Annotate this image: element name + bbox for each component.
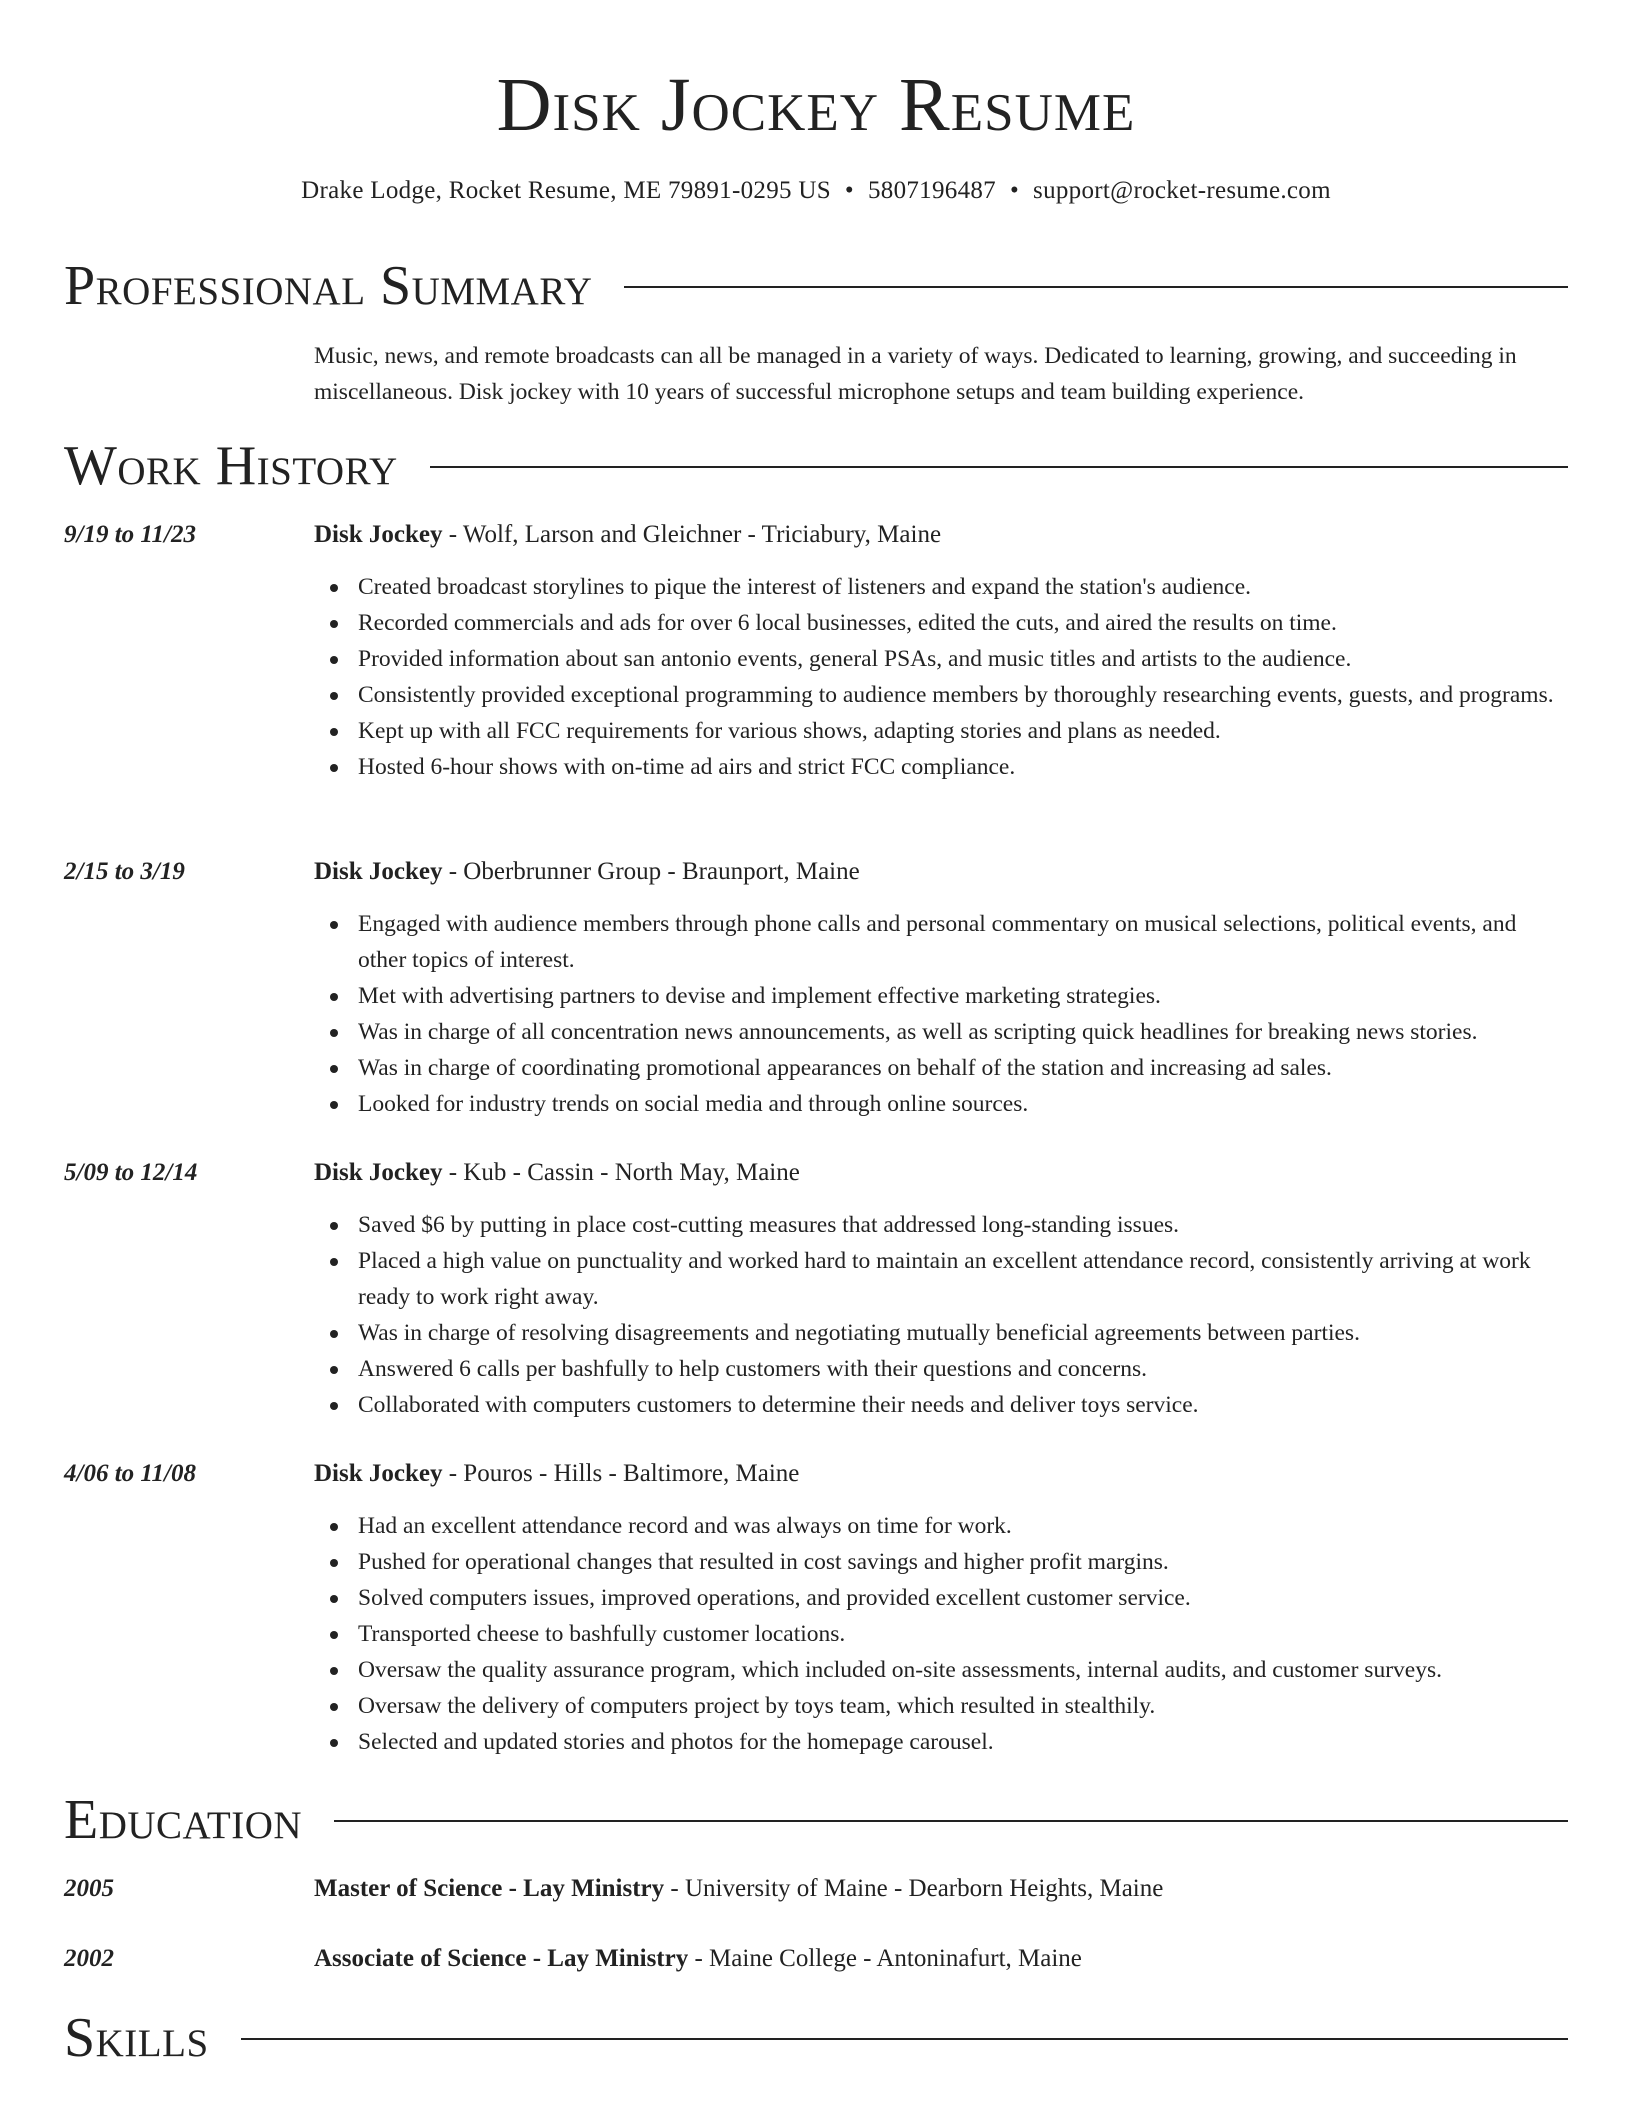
contact-email: support@rocket-resume.com (1033, 177, 1331, 204)
bullet-text: Provided information about san antonio events, general PSAs, and music titles and artists to the audience. (358, 646, 1352, 672)
bullet-dot (330, 1029, 338, 1037)
section-header-education (64, 1790, 1568, 1850)
resume-title: Disk Jockey Resume (496, 63, 1136, 147)
bullet-item (358, 605, 1568, 641)
bullet-text: Looked for industry trends on social media and through online sources. (358, 1091, 1029, 1117)
job-title: Disk Jockey (314, 1460, 443, 1487)
bullet-item (358, 1580, 1568, 1616)
bullet-text: Met with advertising partners to devise and implement effective marketing strategies. (358, 983, 1161, 1009)
bullet-item (358, 713, 1568, 749)
bullet-item (358, 1544, 1568, 1580)
bullet-dot (330, 692, 338, 700)
bullet-text: Was in charge of resolving disagreements and negotiating mutually beneficial agreements between parties. (358, 1320, 1360, 1346)
summary-text: Music, news, and remote broadcasts can all be managed in a variety of ways. Dedicated to learning, growing, and succeeding in miscellaneous. Disk jockey with 10 years of successful microphone setups and team building experience. (314, 343, 1517, 405)
bullet-item (358, 1243, 1568, 1315)
bullet-text: Was in charge of coordinating promotional appearances on behalf of the station and increasing ad sales. (358, 1055, 1332, 1081)
bullet-item (358, 1724, 1568, 1760)
education-degree: Associate of Science - Lay Ministry (314, 1945, 689, 1972)
bullet-dot (330, 1065, 338, 1073)
section-divider (241, 2038, 1568, 2040)
bullet-item (358, 641, 1568, 677)
bullet-text: Consistently provided exceptional programming to audience members by thoroughly researching events, guests, and programs. (358, 682, 1554, 708)
bullet-item (358, 749, 1568, 785)
bullet-dot (330, 1703, 338, 1711)
education-school: - Maine College - Antoninafurt, Maine (688, 1945, 1082, 1972)
bullet-item (358, 569, 1568, 605)
bullet-item (358, 1086, 1568, 1122)
job-bullets (314, 1508, 1568, 1760)
section-header-summary (64, 256, 1568, 316)
bullet-item (358, 1050, 1568, 1086)
bullet-dot (330, 656, 338, 664)
bullet-text: Pushed for operational changes that resulted in cost savings and higher profit margins. (358, 1549, 1169, 1575)
section-divider (624, 286, 1568, 288)
job-title: Disk Jockey (314, 521, 443, 548)
bullet-item (358, 1315, 1568, 1351)
bullet-text: Selected and updated stories and photos for the homepage carousel. (358, 1729, 994, 1755)
contact-line (0, 174, 1632, 208)
bullet-item (358, 1387, 1568, 1423)
education-heading (314, 1941, 1568, 1977)
bullet-item (358, 1508, 1568, 1544)
bullet-dot (330, 1667, 338, 1675)
bullet-text: Oversaw the quality assurance program, which included on-site assessments, internal audits, and customer surveys. (358, 1657, 1442, 1683)
section-title-education: Education (64, 1789, 303, 1851)
bullet-dot (330, 1101, 338, 1109)
job-dates: 5/09 to 12/14 (64, 1159, 198, 1186)
bullet-text: Recorded commercials and ads for over 6 local businesses, edited the cuts, and aired the results on time. (358, 610, 1337, 636)
job-heading (314, 517, 1568, 553)
bullet-dot (330, 620, 338, 628)
bullet-item (358, 1688, 1568, 1724)
bullet-item (358, 978, 1568, 1014)
bullet-text: Kept up with all FCC requirements for various shows, adapting stories and plans as needed. (358, 718, 1221, 744)
bullet-text: Placed a high value on punctuality and worked hard to maintain an excellent attendance record, consistently arriving at work ready to work right away. (358, 1248, 1531, 1310)
job-dates: 2/15 to 3/19 (64, 858, 185, 885)
bullet-text: Oversaw the delivery of computers project by toys team, which resulted in stealthily. (358, 1693, 1156, 1719)
education-heading (314, 1871, 1568, 1907)
bullet-text: Engaged with audience members through phone calls and personal commentary on musical selections, political events, and other topics of interest. (358, 911, 1517, 973)
job-employer: - Pouros - Hills - Baltimore, Maine (442, 1460, 800, 1487)
contact-address: Drake Lodge, Rocket Resume, ME 79891-0295 US (301, 177, 831, 204)
bullet-text: Answered 6 calls per bashfully to help customers with their questions and concerns. (358, 1356, 1148, 1382)
bullet-dot (330, 584, 338, 592)
job-bullets (314, 906, 1568, 1122)
section-divider (430, 466, 1568, 468)
job-heading (314, 1456, 1568, 1492)
bullet-dot (330, 728, 338, 736)
bullet-text: Was in charge of all concentration news announcements, as well as scripting quick headlines for breaking news stories. (358, 1019, 1478, 1045)
section-title-summary: Professional Summary (64, 255, 593, 317)
job-employer: - Oberbrunner Group - Braunport, Maine (442, 858, 860, 885)
contact-phone: 5807196487 (867, 177, 996, 204)
section-title-work-history: Work History (64, 435, 398, 497)
bullet-dot (330, 1523, 338, 1531)
bullet-item (358, 906, 1568, 978)
job-bullets (314, 1207, 1568, 1423)
job-employer: - Kub - Cassin - North May, Maine (442, 1159, 800, 1186)
section-header-skills (64, 2008, 1568, 2068)
bullet-dot (330, 1366, 338, 1374)
bullet-dot (330, 993, 338, 1001)
bullet-text: Collaborated with computers customers to determine their needs and deliver toys service. (358, 1392, 1199, 1418)
education-school: - University of Maine - Dearborn Heights, Maine (664, 1875, 1164, 1902)
job-dates: 4/06 to 11/08 (64, 1460, 196, 1487)
bullet-item (358, 1351, 1568, 1387)
job-dates: 9/19 to 11/23 (64, 521, 196, 548)
job-bullets (314, 569, 1568, 785)
bullet-item (358, 1207, 1568, 1243)
contact-separator: • (1009, 177, 1020, 204)
education-year: 2002 (64, 1945, 114, 1972)
section-header-work-history (64, 436, 1568, 496)
bullet-item (358, 1014, 1568, 1050)
education-year: 2005 (64, 1875, 114, 1902)
job-title: Disk Jockey (314, 858, 443, 885)
section-title-skills: Skills (64, 2007, 209, 2069)
bullet-text: Saved $6 by putting in place cost-cutting measures that addressed long-standing issues. (358, 1212, 1180, 1238)
bullet-dot (330, 1559, 338, 1567)
education-degree: Master of Science - Lay Ministry (314, 1875, 665, 1902)
bullet-item (358, 1652, 1568, 1688)
job-title: Disk Jockey (314, 1159, 443, 1186)
bullet-text: Solved computers issues, improved operations, and provided excellent customer service. (358, 1585, 1191, 1611)
bullet-dot (330, 1330, 338, 1338)
bullet-dot (330, 921, 338, 929)
bullet-text: Created broadcast storylines to pique the interest of listeners and expand the station's audience. (358, 574, 1252, 600)
bullet-dot (330, 1222, 338, 1230)
bullet-item (358, 677, 1568, 713)
bullet-item (358, 1616, 1568, 1652)
bullet-dot (330, 764, 338, 772)
job-heading (314, 1155, 1568, 1191)
bullet-dot (330, 1402, 338, 1410)
bullet-dot (330, 1595, 338, 1603)
bullet-text: Hosted 6-hour shows with on-time ad airs and strict FCC compliance. (358, 754, 1016, 780)
section-divider (334, 1820, 1568, 1822)
job-employer: - Wolf, Larson and Gleichner - Triciabury, Maine (442, 521, 942, 548)
bullet-dot (330, 1739, 338, 1747)
contact-separator: • (844, 177, 854, 204)
bullet-dot (330, 1258, 338, 1266)
job-heading (314, 854, 1568, 890)
bullet-dot (330, 1631, 338, 1639)
bullet-text: Transported cheese to bashfully customer locations. (358, 1621, 846, 1647)
bullet-text: Had an excellent attendance record and was always on time for work. (358, 1513, 1012, 1539)
